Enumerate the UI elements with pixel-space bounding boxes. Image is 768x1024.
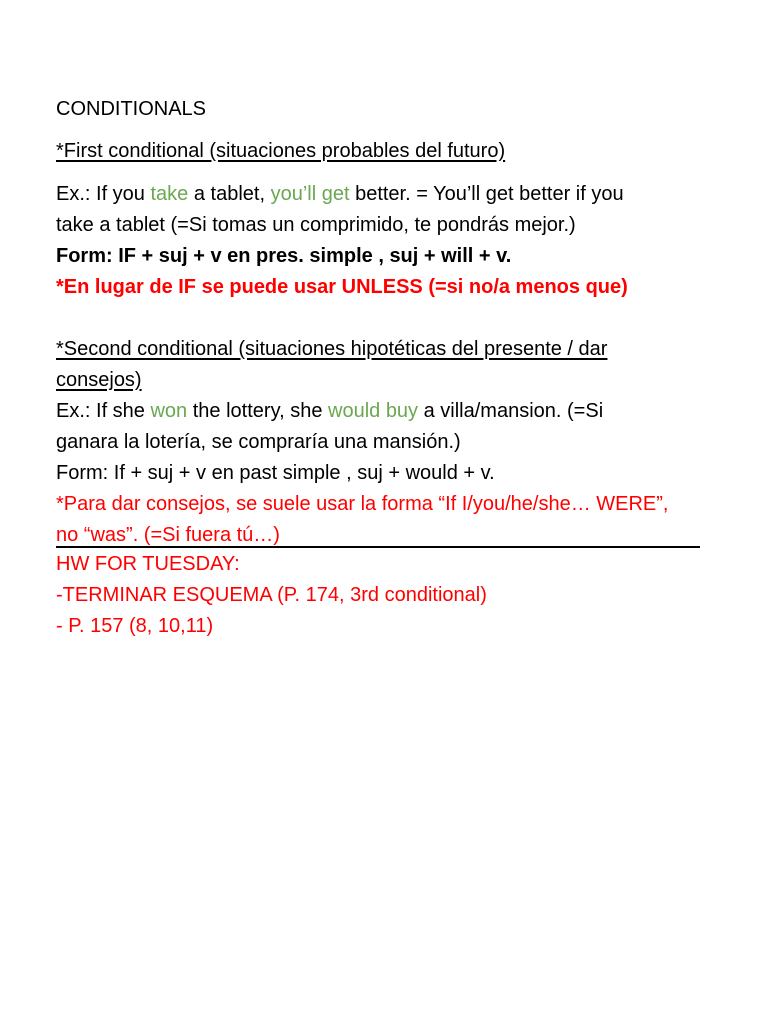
second-conditional-form: Form: If + suj + v en past simple , suj + would + v.: [56, 462, 495, 484]
example-text: better. = You’ll get better if you: [349, 183, 624, 205]
example-prefix: Ex.: If she: [56, 400, 151, 422]
first-conditional-heading: *First conditional (situaciones probables del futuro): [56, 140, 506, 162]
example-prefix: Ex.: If you: [56, 183, 151, 205]
second-conditional-heading-line2: consejos): [56, 369, 142, 391]
second-conditional-example-line1: [56, 396, 704, 427]
document-body: [56, 94, 704, 551]
highlight-verb: would buy: [328, 400, 419, 422]
first-conditional-note: *En lugar de IF se puede usar UNLESS (=si no/a menos que): [56, 276, 628, 298]
second-conditional-note-line1: *Para dar consejos, se suele usar la forma “If I/you/he/she… WERE”,: [56, 493, 669, 515]
example-text: a villa/mansion. (=Si: [418, 400, 604, 422]
second-conditional-example-line2: ganara la lotería, se compraría una mansión.): [56, 431, 461, 453]
highlight-verb: take: [150, 183, 189, 205]
document-title: CONDITIONALS: [56, 98, 207, 120]
first-conditional-example-line1: [56, 179, 704, 210]
homework-section: [56, 549, 487, 642]
homework-item: -TERMINAR ESQUEMA (P. 174, 3rd conditional): [56, 584, 487, 606]
section-divider: [56, 546, 700, 548]
example-text: a tablet,: [188, 183, 271, 205]
second-conditional-note-line2: no “was”. (=Si fuera tú…): [56, 524, 280, 546]
first-conditional-form: Form: IF + suj + v en pres. simple , suj + will + v.: [56, 245, 512, 267]
homework-item: - P. 157 (8, 10,11): [56, 615, 214, 637]
highlight-verb: you’ll get: [270, 183, 350, 205]
highlight-verb: won: [150, 400, 188, 422]
second-conditional-heading-line1: *Second conditional (situaciones hipotéticas del presente / dar: [56, 338, 608, 360]
example-text: the lottery, she: [187, 400, 328, 422]
first-conditional-example-line2: take a tablet (=Si tomas un comprimido, te pondrás mejor.): [56, 214, 576, 236]
homework-heading: HW FOR TUESDAY:: [56, 553, 240, 575]
